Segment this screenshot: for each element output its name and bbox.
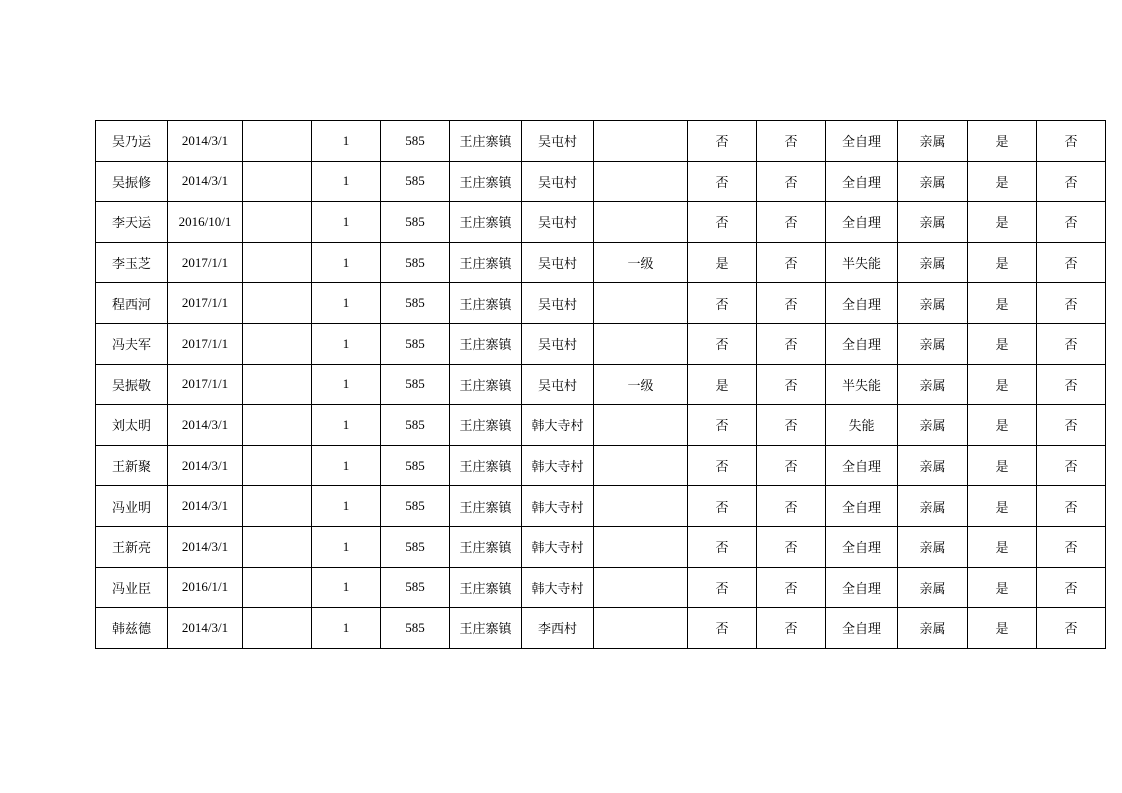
relation-cell: 亲属 — [898, 202, 968, 243]
name-cell: 韩兹德 — [96, 608, 168, 649]
relation-cell: 亲属 — [898, 567, 968, 608]
flag-d-cell: 否 — [1037, 242, 1106, 283]
count-cell: 1 — [312, 486, 381, 527]
level-cell — [594, 608, 688, 649]
table-row — [96, 567, 1106, 608]
flag-c-cell: 是 — [968, 283, 1037, 324]
amount-cell: 585 — [381, 405, 450, 446]
level-cell — [594, 323, 688, 364]
flag-a-cell: 否 — [688, 445, 757, 486]
level-cell — [594, 567, 688, 608]
town-cell: 王庄寨镇 — [450, 364, 522, 405]
relation-cell: 亲属 — [898, 486, 968, 527]
amount-cell: 585 — [381, 567, 450, 608]
level-cell — [594, 486, 688, 527]
date-cell: 2016/10/1 — [168, 202, 243, 243]
level-cell: 一级 — [594, 242, 688, 283]
village-cell: 韩大寺村 — [522, 405, 594, 446]
flag-d-cell: 否 — [1037, 202, 1106, 243]
table-row — [96, 364, 1106, 405]
date-cell: 2014/3/1 — [168, 161, 243, 202]
name-cell: 刘太明 — [96, 405, 168, 446]
level-cell — [594, 445, 688, 486]
count-cell: 1 — [312, 121, 381, 162]
relation-cell: 亲属 — [898, 283, 968, 324]
flag-c-cell: 是 — [968, 161, 1037, 202]
flag-d-cell: 否 — [1037, 121, 1106, 162]
village-cell: 韩大寺村 — [522, 526, 594, 567]
flag-a-cell: 否 — [688, 323, 757, 364]
flag-d-cell: 否 — [1037, 526, 1106, 567]
flag-c-cell: 是 — [968, 608, 1037, 649]
count-cell: 1 — [312, 323, 381, 364]
count-cell: 1 — [312, 526, 381, 567]
flag-c-cell: 是 — [968, 242, 1037, 283]
flag-d-cell: 否 — [1037, 364, 1106, 405]
flag-c-cell: 是 — [968, 486, 1037, 527]
flag-d-cell: 否 — [1037, 283, 1106, 324]
amount-cell: 585 — [381, 121, 450, 162]
count-cell: 1 — [312, 364, 381, 405]
town-cell: 王庄寨镇 — [450, 202, 522, 243]
flag-b-cell: 否 — [757, 486, 826, 527]
date-cell: 2017/1/1 — [168, 323, 243, 364]
flag-a-cell: 否 — [688, 486, 757, 527]
flag-c-cell: 是 — [968, 323, 1037, 364]
flag-d-cell: 否 — [1037, 323, 1106, 364]
flag-c-cell: 是 — [968, 526, 1037, 567]
table-row — [96, 121, 1106, 162]
blank-cell — [243, 242, 312, 283]
care-status-cell: 全自理 — [826, 161, 898, 202]
flag-b-cell: 否 — [757, 364, 826, 405]
flag-d-cell: 否 — [1037, 405, 1106, 446]
count-cell: 1 — [312, 202, 381, 243]
flag-d-cell: 否 — [1037, 161, 1106, 202]
village-cell: 吴屯村 — [522, 364, 594, 405]
blank-cell — [243, 202, 312, 243]
blank-cell — [243, 323, 312, 364]
town-cell: 王庄寨镇 — [450, 121, 522, 162]
records-table-body — [96, 121, 1106, 649]
flag-b-cell: 否 — [757, 161, 826, 202]
level-cell — [594, 526, 688, 567]
table-row — [96, 323, 1106, 364]
amount-cell: 585 — [381, 161, 450, 202]
care-status-cell: 全自理 — [826, 608, 898, 649]
flag-c-cell: 是 — [968, 405, 1037, 446]
level-cell — [594, 161, 688, 202]
amount-cell: 585 — [381, 526, 450, 567]
name-cell: 吴乃运 — [96, 121, 168, 162]
care-status-cell: 半失能 — [826, 242, 898, 283]
name-cell: 李天运 — [96, 202, 168, 243]
flag-c-cell: 是 — [968, 567, 1037, 608]
amount-cell: 585 — [381, 445, 450, 486]
care-status-cell: 全自理 — [826, 323, 898, 364]
village-cell: 吴屯村 — [522, 283, 594, 324]
care-status-cell: 全自理 — [826, 567, 898, 608]
village-cell: 韩大寺村 — [522, 486, 594, 527]
blank-cell — [243, 526, 312, 567]
level-cell: 一级 — [594, 364, 688, 405]
flag-a-cell: 否 — [688, 161, 757, 202]
date-cell: 2014/3/1 — [168, 405, 243, 446]
blank-cell — [243, 486, 312, 527]
name-cell: 程西河 — [96, 283, 168, 324]
flag-d-cell: 否 — [1037, 608, 1106, 649]
blank-cell — [243, 608, 312, 649]
count-cell: 1 — [312, 161, 381, 202]
flag-b-cell: 否 — [757, 405, 826, 446]
town-cell: 王庄寨镇 — [450, 567, 522, 608]
flag-c-cell: 是 — [968, 445, 1037, 486]
table-row — [96, 526, 1106, 567]
flag-b-cell: 否 — [757, 202, 826, 243]
blank-cell — [243, 567, 312, 608]
flag-d-cell: 否 — [1037, 486, 1106, 527]
count-cell: 1 — [312, 405, 381, 446]
level-cell — [594, 283, 688, 324]
name-cell: 王新聚 — [96, 445, 168, 486]
blank-cell — [243, 283, 312, 324]
town-cell: 王庄寨镇 — [450, 526, 522, 567]
town-cell: 王庄寨镇 — [450, 486, 522, 527]
table-row — [96, 242, 1106, 283]
name-cell: 王新亮 — [96, 526, 168, 567]
blank-cell — [243, 364, 312, 405]
town-cell: 王庄寨镇 — [450, 161, 522, 202]
flag-c-cell: 是 — [968, 121, 1037, 162]
care-status-cell: 全自理 — [826, 445, 898, 486]
flag-a-cell: 是 — [688, 242, 757, 283]
care-status-cell: 失能 — [826, 405, 898, 446]
count-cell: 1 — [312, 445, 381, 486]
flag-c-cell: 是 — [968, 202, 1037, 243]
village-cell: 韩大寺村 — [522, 567, 594, 608]
date-cell: 2017/1/1 — [168, 242, 243, 283]
flag-b-cell: 否 — [757, 526, 826, 567]
flag-b-cell: 否 — [757, 323, 826, 364]
relation-cell: 亲属 — [898, 445, 968, 486]
relation-cell: 亲属 — [898, 161, 968, 202]
table-row — [96, 486, 1106, 527]
flag-a-cell: 否 — [688, 121, 757, 162]
flag-a-cell: 否 — [688, 608, 757, 649]
relation-cell: 亲属 — [898, 323, 968, 364]
village-cell: 李西村 — [522, 608, 594, 649]
name-cell: 冯夫军 — [96, 323, 168, 364]
blank-cell — [243, 445, 312, 486]
flag-b-cell: 否 — [757, 567, 826, 608]
amount-cell: 585 — [381, 242, 450, 283]
relation-cell: 亲属 — [898, 526, 968, 567]
flag-d-cell: 否 — [1037, 445, 1106, 486]
flag-b-cell: 否 — [757, 242, 826, 283]
records-table — [95, 120, 1106, 649]
relation-cell: 亲属 — [898, 364, 968, 405]
date-cell: 2014/3/1 — [168, 486, 243, 527]
care-status-cell: 全自理 — [826, 283, 898, 324]
date-cell: 2017/1/1 — [168, 283, 243, 324]
flag-a-cell: 否 — [688, 283, 757, 324]
name-cell: 李玉芝 — [96, 242, 168, 283]
count-cell: 1 — [312, 283, 381, 324]
table-row — [96, 202, 1106, 243]
town-cell: 王庄寨镇 — [450, 283, 522, 324]
flag-d-cell: 否 — [1037, 567, 1106, 608]
amount-cell: 585 — [381, 364, 450, 405]
flag-a-cell: 否 — [688, 202, 757, 243]
flag-a-cell: 否 — [688, 526, 757, 567]
flag-a-cell: 否 — [688, 567, 757, 608]
village-cell: 吴屯村 — [522, 161, 594, 202]
table-row — [96, 283, 1106, 324]
village-cell: 吴屯村 — [522, 121, 594, 162]
flag-a-cell: 否 — [688, 405, 757, 446]
name-cell: 冯业臣 — [96, 567, 168, 608]
blank-cell — [243, 121, 312, 162]
flag-a-cell: 是 — [688, 364, 757, 405]
town-cell: 王庄寨镇 — [450, 242, 522, 283]
flag-b-cell: 否 — [757, 283, 826, 324]
level-cell — [594, 121, 688, 162]
care-status-cell: 全自理 — [826, 121, 898, 162]
relation-cell: 亲属 — [898, 405, 968, 446]
name-cell: 吴振敬 — [96, 364, 168, 405]
amount-cell: 585 — [381, 608, 450, 649]
date-cell: 2014/3/1 — [168, 445, 243, 486]
care-status-cell: 半失能 — [826, 364, 898, 405]
count-cell: 1 — [312, 242, 381, 283]
amount-cell: 585 — [381, 323, 450, 364]
relation-cell: 亲属 — [898, 242, 968, 283]
relation-cell: 亲属 — [898, 121, 968, 162]
village-cell: 吴屯村 — [522, 202, 594, 243]
amount-cell: 585 — [381, 283, 450, 324]
date-cell: 2017/1/1 — [168, 364, 243, 405]
care-status-cell: 全自理 — [826, 202, 898, 243]
count-cell: 1 — [312, 567, 381, 608]
village-cell: 吴屯村 — [522, 242, 594, 283]
village-cell: 韩大寺村 — [522, 445, 594, 486]
flag-b-cell: 否 — [757, 445, 826, 486]
date-cell: 2016/1/1 — [168, 567, 243, 608]
care-status-cell: 全自理 — [826, 486, 898, 527]
count-cell: 1 — [312, 608, 381, 649]
blank-cell — [243, 161, 312, 202]
village-cell: 吴屯村 — [522, 323, 594, 364]
town-cell: 王庄寨镇 — [450, 323, 522, 364]
level-cell — [594, 405, 688, 446]
date-cell: 2014/3/1 — [168, 121, 243, 162]
relation-cell: 亲属 — [898, 608, 968, 649]
flag-c-cell: 是 — [968, 364, 1037, 405]
town-cell: 王庄寨镇 — [450, 405, 522, 446]
table-row — [96, 445, 1106, 486]
town-cell: 王庄寨镇 — [450, 608, 522, 649]
date-cell: 2014/3/1 — [168, 608, 243, 649]
table-row — [96, 161, 1106, 202]
date-cell: 2014/3/1 — [168, 526, 243, 567]
flag-b-cell: 否 — [757, 608, 826, 649]
amount-cell: 585 — [381, 202, 450, 243]
table-row — [96, 608, 1106, 649]
town-cell: 王庄寨镇 — [450, 445, 522, 486]
amount-cell: 585 — [381, 486, 450, 527]
name-cell: 吴振修 — [96, 161, 168, 202]
flag-b-cell: 否 — [757, 121, 826, 162]
care-status-cell: 全自理 — [826, 526, 898, 567]
name-cell: 冯业明 — [96, 486, 168, 527]
level-cell — [594, 202, 688, 243]
table-row — [96, 405, 1106, 446]
blank-cell — [243, 405, 312, 446]
